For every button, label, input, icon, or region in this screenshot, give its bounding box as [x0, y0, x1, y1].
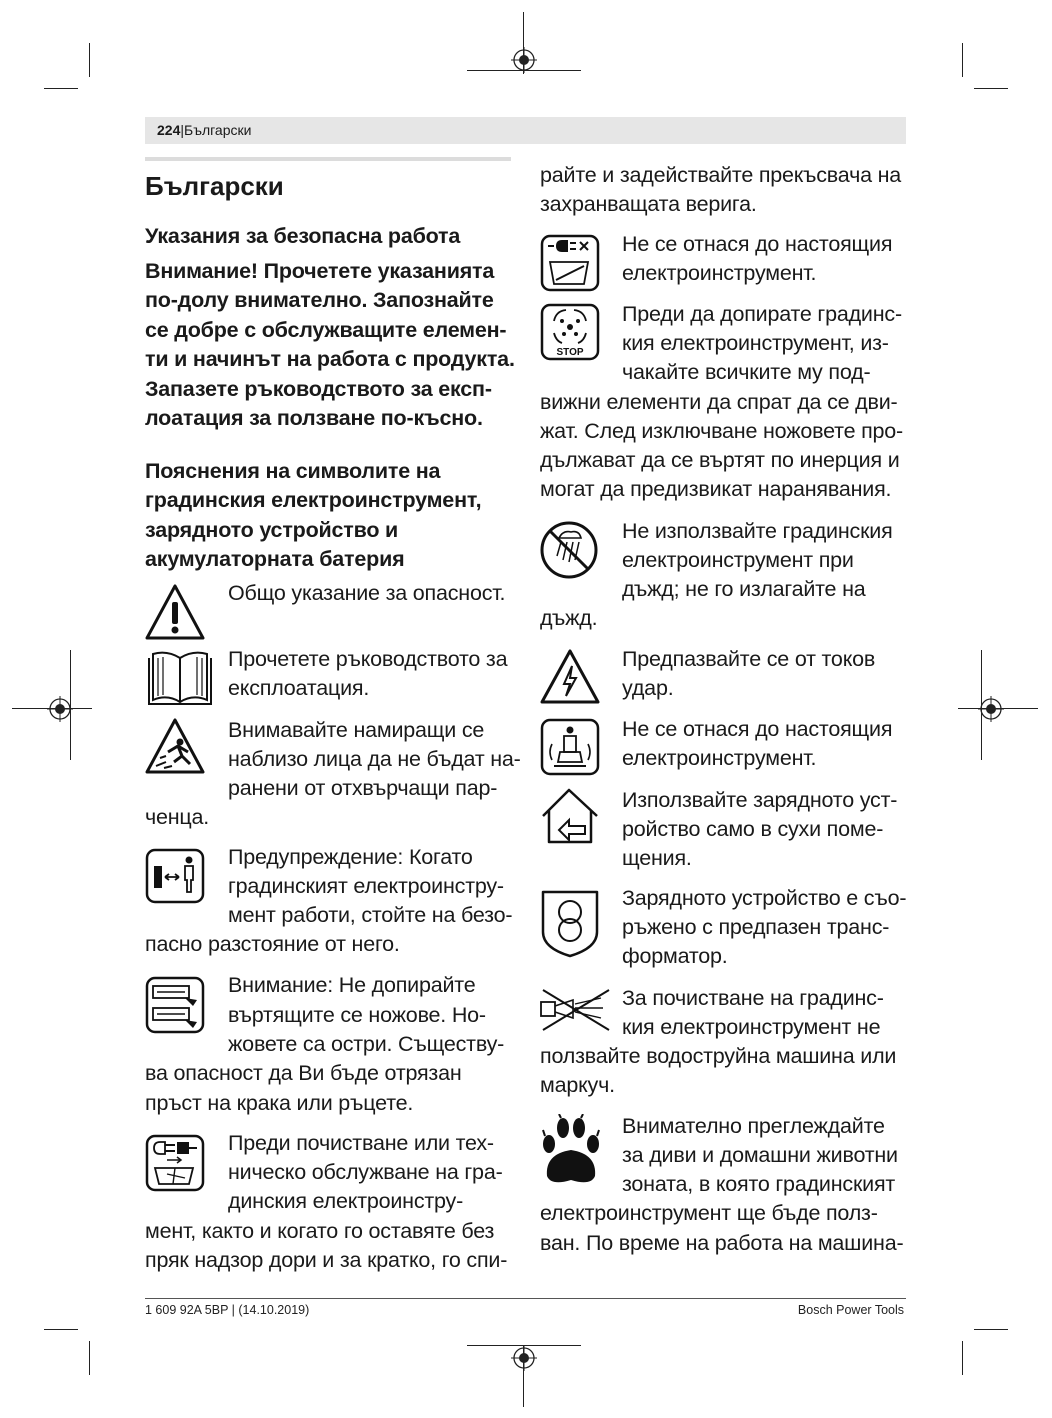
- warning-triangle-icon: [144, 582, 206, 642]
- item-text: наблизо лица да не бъдат на-: [228, 747, 521, 771]
- item-text: ва опасност да Ви бъде отрязан: [145, 1061, 462, 1085]
- flying-debris-icon: [144, 716, 206, 776]
- item-text: жат. След изключване ножовете про-: [540, 419, 904, 443]
- symbols-heading-line: зарядното устройство и: [145, 518, 399, 542]
- electric-shock-icon: [539, 648, 601, 706]
- item-text: ранени от отхвърчащи пар-: [228, 776, 498, 800]
- item-text: Общо указание за опасност.: [228, 581, 506, 605]
- footer-rule: [145, 1298, 906, 1299]
- item-text: пряк надзор дори и за кратко, го спи-: [145, 1248, 508, 1272]
- warning-line: ти и начинът на работа с продукта.: [145, 347, 515, 371]
- warning-line: Запазете ръководството за експ-: [145, 377, 492, 401]
- item-text: кия електроинструмент, из-: [622, 331, 889, 355]
- item-text: пръст на крака или ръцете.: [145, 1091, 414, 1115]
- item-text: вижни елементи да спрат да се дви-: [540, 390, 898, 414]
- item-text: Не се отнася до настоящия: [622, 232, 893, 256]
- no-rain-icon: [539, 520, 599, 580]
- registration-mark-icon: [511, 47, 537, 73]
- item-text: Внимавайте намиращи се: [228, 718, 485, 742]
- keep-distance-icon: [145, 848, 205, 904]
- symbols-heading-line: градинския електроинструмент,: [145, 488, 482, 512]
- registration-mark-icon: [978, 696, 1004, 722]
- item-text: експлоатация.: [228, 676, 370, 700]
- footer-brand: Bosch Power Tools: [797, 1303, 904, 1317]
- item-text: Преди почистване или тех-: [228, 1131, 494, 1155]
- rotating-blades-icon: [145, 976, 205, 1034]
- item-text: зоната, в която градинският: [622, 1172, 896, 1196]
- item-text: жовете са остри. Съществу-: [228, 1032, 505, 1056]
- item-text: електроинструмент.: [622, 746, 817, 770]
- item-text: Не се отнася до настоящия: [622, 717, 893, 741]
- item-text: кия електроинструмент не: [622, 1015, 881, 1039]
- warning-line: лоатация за ползване по-късно.: [145, 406, 483, 430]
- item-text: Внимание: Не допирайте: [228, 973, 476, 997]
- item-text: мент работи, стойте на безо-: [228, 903, 513, 927]
- unplug-before-cleaning-icon: [145, 1134, 205, 1192]
- registration-mark-icon: [47, 696, 73, 722]
- item-text: за диви и домашни животни: [622, 1143, 898, 1167]
- item-text: ван. По време на работа на машина-: [540, 1231, 904, 1255]
- item-text: могат да предизвикат наранявания.: [540, 477, 892, 501]
- item-text: мент, както и когато го оставяте без: [145, 1219, 495, 1243]
- section-rule: [145, 157, 511, 161]
- item-text: ченца.: [145, 805, 210, 829]
- item-text: удар.: [622, 676, 674, 700]
- item-text: ройство само в сухи поме-: [622, 817, 884, 841]
- symbols-heading-line: Пояснения на символите на: [145, 459, 441, 483]
- item-text: електроинструмент.: [622, 261, 817, 285]
- item-text: Зарядното устройство е съо-: [622, 886, 907, 910]
- item-text: ръжено с предпазен транс-: [622, 915, 890, 939]
- item-text: За почистване на градинс-: [622, 986, 884, 1010]
- safety-heading: Указания за безопасна работа: [145, 224, 461, 248]
- item-text: Внимателно преглеждайте: [622, 1114, 885, 1138]
- header-bar: [145, 117, 906, 144]
- stop-wait-icon: [540, 303, 600, 361]
- riding-mower-icon: [540, 718, 600, 776]
- svg-text:STOP: STOP: [556, 347, 584, 358]
- item-text: щения.: [622, 846, 692, 870]
- no-water-jet-icon: [539, 986, 613, 1034]
- header-language: Български: [184, 122, 252, 138]
- registration-mark-icon: [511, 1345, 537, 1371]
- indoor-use-icon: [539, 786, 601, 846]
- header-separator: |: [180, 122, 184, 138]
- item-text: форматор.: [622, 944, 728, 968]
- warning-line: Внимание! Прочетете указанията: [145, 259, 495, 283]
- item-text: Преди да допирате градинс-: [622, 302, 902, 326]
- symbols-heading-line: акумулаторната батерия: [145, 547, 405, 571]
- item-text: пасно разстояние от него.: [145, 932, 400, 956]
- item-text: Предпазвайте се от токов: [622, 647, 876, 671]
- warning-line: се добре с обслужващите елемен-: [145, 318, 507, 342]
- item-text: ползвайте водоструйна машина или: [540, 1044, 897, 1068]
- safety-transformer-icon: [539, 886, 601, 960]
- item-text: захранващата верига.: [540, 192, 757, 216]
- footer-doc-number: 1 609 92A 5BP | (14.10.2019): [145, 1303, 310, 1317]
- item-text: електроинструмент ще бъде полз-: [540, 1201, 878, 1225]
- item-text: Не използвайте градинския: [622, 519, 893, 543]
- item-text: райте и задействайте прекъсвача на: [540, 163, 902, 187]
- item-text: Предупреждение: Когато: [228, 845, 473, 869]
- item-text: динския електроинстру-: [228, 1189, 464, 1213]
- item-text: ническо обслужване на гра-: [228, 1160, 503, 1184]
- warning-line: по-долу внимателно. Запознайте: [145, 288, 494, 312]
- item-text: въртящите се ножове. Но-: [228, 1003, 486, 1027]
- item-text: дължават да се въртят по инерция и: [540, 448, 900, 472]
- item-text: чакайте всичките му под-: [622, 360, 871, 384]
- item-text: маркуч.: [540, 1073, 615, 1097]
- not-applicable-icon: [540, 234, 600, 292]
- page-title: Български: [145, 171, 284, 201]
- item-text: електроинструмент при: [622, 548, 854, 572]
- read-manual-icon: [145, 648, 215, 708]
- page-header: [157, 122, 251, 139]
- item-text: Използвайте зарядното уст-: [622, 788, 898, 812]
- page-number: 224: [157, 122, 181, 138]
- item-text: дъжд.: [540, 606, 598, 630]
- item-text: дъжд; не го излагайте на: [622, 577, 866, 601]
- item-text: градинският електроинстру-: [228, 874, 504, 898]
- item-text: Прочетете ръководството за: [228, 647, 508, 671]
- animal-paw-icon: [539, 1114, 603, 1186]
